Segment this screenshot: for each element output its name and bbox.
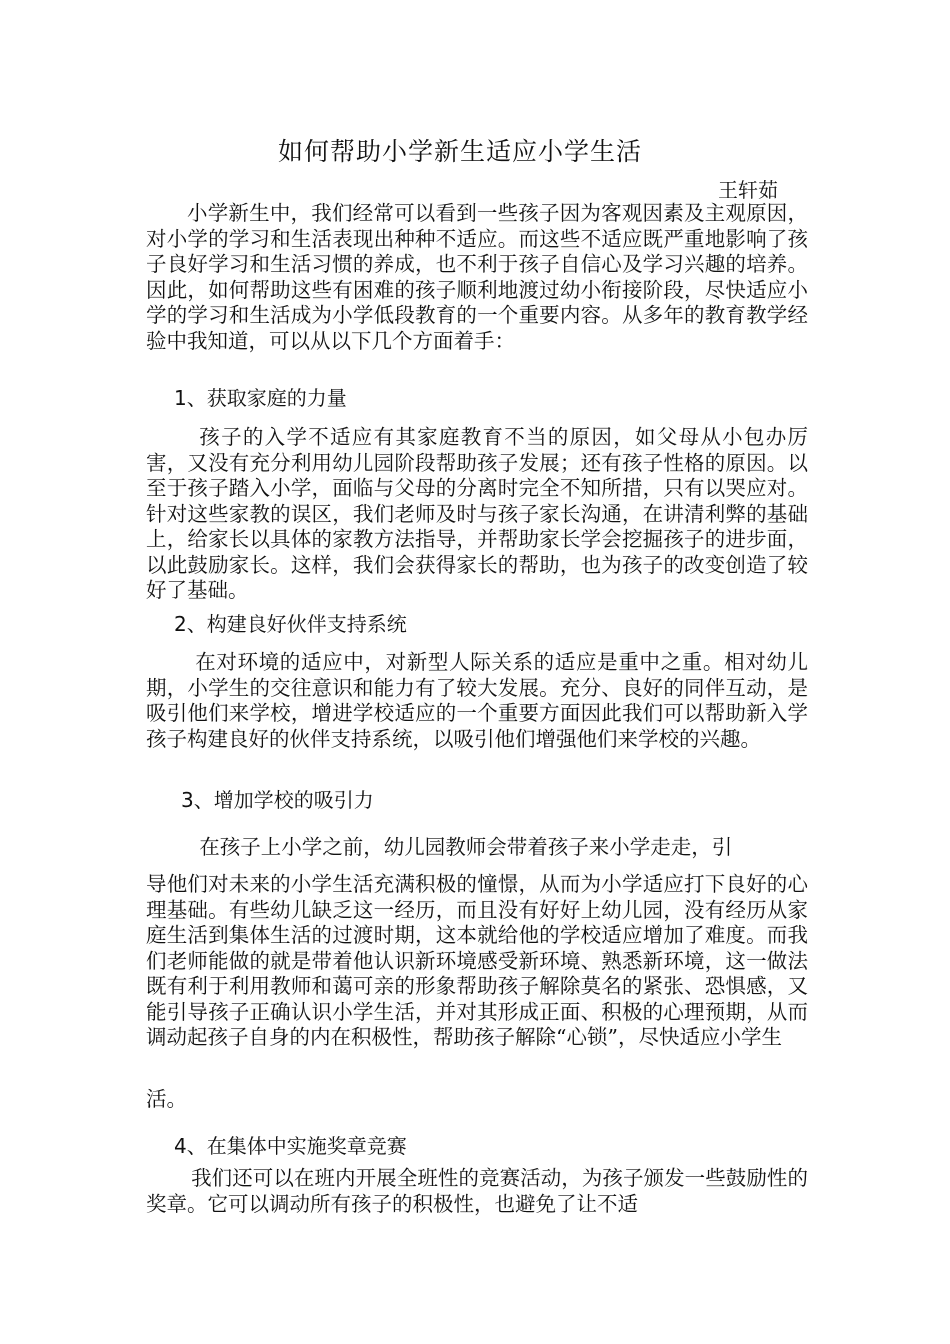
author-name: 王轩茹 <box>718 178 778 202</box>
section-heading-4: 4、在集体中实施奖章竞赛 <box>174 1134 407 1158</box>
section-3-paragraph-line-1 <box>146 835 808 861</box>
paragraph-text: 我们还可以在班内开展全班性的竞赛活动，为孩子颁发一些鼓励性的奖章。它可以调动所有孩子的积极性，也避免了让不适 <box>146 1166 808 1216</box>
document-title: 如何帮助小学新生适应小学生活 <box>277 137 642 166</box>
paragraph-text: 在孩子上小学之前，幼儿园教师会带着孩子来小学走走，引 <box>199 835 733 859</box>
section-heading-3: 3、增加学校的吸引力 <box>181 788 374 812</box>
paragraph-text: 导他们对未来的小学生活充满积极的憧憬，从而为小学适应打下良好的心理基础。有些幼儿缺乏这一经历，而且没有好好上幼儿园，没有经历从家庭生活到集体生活的过渡时期，这本就给他的学校适应增加了难度。而我们老师能做的就是带着他认识新环境感受新环境、熟悉新环境，这一做法既有利于利用教师和蔼可亲的形象帮助孩子解除莫名的紧张、恐惧感，又能引导孩子正确认识小学生活，并对其形成正面、积极的心理预期，从而调动起孩子自身的内在积极性，帮助孩子解除“心锁”，尽快适应小学生 <box>146 872 808 1049</box>
section-heading-1: 1、获取家庭的力量 <box>174 386 347 410</box>
section-2-paragraph <box>146 650 808 752</box>
section-3-paragraph-end <box>146 1087 808 1113</box>
section-heading-2: 2、构建良好伙伴支持系统 <box>174 612 407 636</box>
paragraph-text: 在对环境的适应中，对新型人际关系的适应是重中之重。相对幼儿期，小学生的交往意识和能力有了较大发展。充分、良好的同伴互动，是吸引他们来学校，增进学校适应的一个重要方面因此我们可以帮助新入学孩子构建良好的伙伴支持系统，以吸引他们增强他们来学校的兴趣。 <box>146 650 808 751</box>
section-1-paragraph <box>146 425 808 604</box>
section-4-paragraph <box>146 1166 808 1217</box>
paragraph-text: 小学新生中，我们经常可以看到一些孩子因为客观因素及主观原因，对小学的学习和生活表现出种种不适应。而这些不适应既严重地影响了孩子良好学习和生活习惯的养成，也不利于孩子自信心及学习兴趣的培养。因此，如何帮助这些有困难的孩子顺利地渡过幼小衔接阶段，尽快适应小学的学习和生活成为小学低段教育的一个重要内容。从多年的教育教学经验中我知道，可以从以下几个方面着手： <box>146 201 808 353</box>
section-3-paragraph-body <box>146 872 808 1051</box>
intro-paragraph <box>146 201 808 354</box>
paragraph-text: 活。 <box>146 1087 187 1111</box>
paragraph-text: 孩子的入学不适应有其家庭教育不当的原因，如父母从小包办厉害，又没有充分利用幼儿园阶段帮助孩子发展；还有孩子性格的原因。以至于孩子踏入小学，面临与父母的分离时完全不知所措，只有以哭应对。针对这些家教的误区，我们老师及时与孩子家长沟通，在讲清利弊的基础上，给家长以具体的家教方法指导，并帮助家长学会挖掘孩子的进步面，以此鼓励家长。这样，我们会获得家长的帮助，也为孩子的改变创造了较好了基础。 <box>146 425 808 602</box>
